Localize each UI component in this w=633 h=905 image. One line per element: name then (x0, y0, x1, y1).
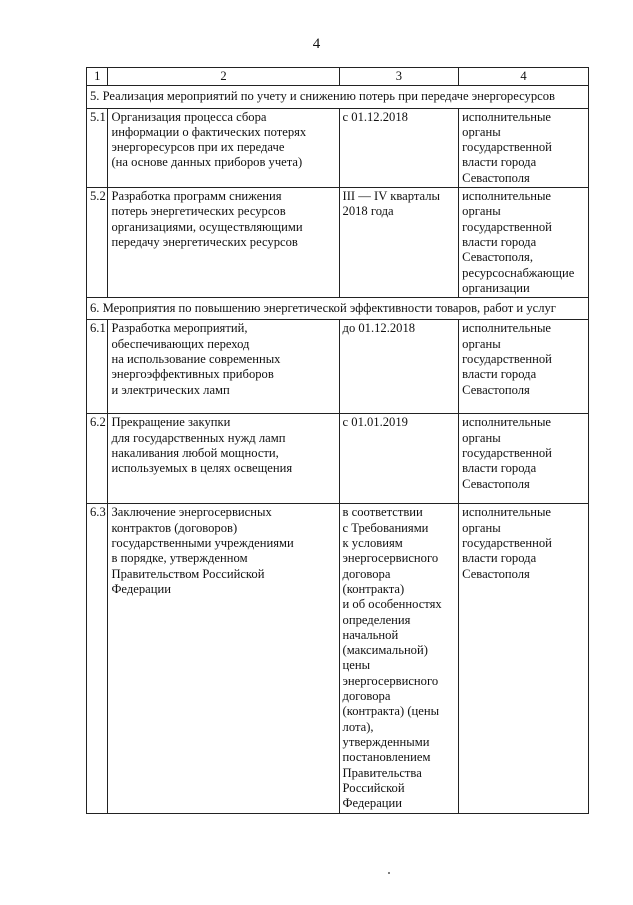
responsible-cell-line: органы (462, 520, 501, 535)
section-title-row (87, 298, 589, 320)
deadline-cell-line: лота), (342, 719, 374, 734)
deadline-cell-line: договора (342, 689, 391, 704)
responsible-cell-line: Севастополя (462, 170, 530, 185)
activity-cell (108, 188, 339, 298)
deadline-cell-line: договора (342, 566, 391, 581)
header-cell-1: 1 (87, 68, 108, 86)
deadline-cell-line: и об особенностях (342, 597, 442, 612)
responsible-cell-line: власти города (462, 367, 537, 382)
responsible-cell (459, 504, 589, 814)
deadline-cell-line: с 01.12.2018 (342, 109, 408, 124)
responsible-cell-line: исполнительные (462, 109, 552, 124)
deadline-cell (339, 414, 459, 504)
section-title: 6. Мероприятия по повышению энергетической эффективности товаров, работ и услуг (87, 298, 589, 320)
deadline-cell-line: энергосервисного (342, 673, 439, 688)
deadline-cell-line: (контракта) (342, 581, 405, 596)
activity-cell (108, 320, 339, 414)
responsible-cell-line: государственной (462, 446, 552, 461)
responsible-cell-line: Севастополя (462, 566, 530, 581)
table-header-row (87, 68, 589, 86)
deadline-cell-line: Российской (342, 780, 405, 795)
deadline-cell (339, 504, 459, 814)
responsible-cell-line: государственной (462, 352, 552, 367)
activity-cell-line: государственными учреждениями (111, 536, 294, 551)
header-cell-2: 2 (108, 68, 339, 86)
activity-cell-line: Федерации (111, 581, 171, 596)
responsible-cell-line: организации (462, 280, 530, 295)
responsible-cell-line: исполнительные (462, 415, 552, 430)
responsible-cell-line: власти города (462, 551, 537, 566)
section-title: 5. Реализация мероприятий по учету и снижению потерь при передаче энергоресурсов (87, 86, 589, 108)
activity-cell-line: накаливания любой мощности, (111, 446, 279, 461)
table-row (87, 320, 589, 414)
responsible-cell-line: власти города (462, 234, 537, 249)
row-number: 5.1 (87, 108, 108, 187)
deadline-cell-line: III — IV кварталы (342, 189, 440, 204)
deadline-cell (339, 108, 459, 187)
responsible-cell-line: Севастополя (462, 382, 530, 397)
responsible-cell-line: исполнительные (462, 505, 552, 520)
deadline-cell-line: постановлением (342, 750, 431, 765)
responsible-cell-line: исполнительные (462, 189, 552, 204)
responsible-cell-line: Севастополя (462, 476, 530, 491)
page-number: 4 (312, 36, 321, 52)
responsible-cell (459, 414, 589, 504)
activity-cell-line: Правительством Российской (111, 566, 265, 581)
deadline-cell-line: в соответствии (342, 505, 423, 520)
deadline-cell-line: 2018 года (342, 204, 394, 219)
deadline-cell-line: Федерации (342, 796, 403, 811)
activity-cell-line: энергоресурсов при их передаче (111, 140, 285, 155)
activity-cell-line: Организация процесса сбора (111, 109, 267, 124)
activity-cell-line: для государственных нужд ламп (111, 430, 286, 445)
table-row (87, 504, 589, 814)
scan-speck (388, 872, 390, 874)
row-number: 6.3 (87, 504, 108, 814)
activity-cell (108, 108, 339, 187)
header-cell-4: 4 (459, 68, 589, 86)
deadline-cell (339, 320, 459, 414)
table-row (87, 108, 589, 187)
responsible-cell (459, 108, 589, 187)
table-row (87, 188, 589, 298)
responsible-cell (459, 188, 589, 298)
activity-cell-line: в порядке, утвержденном (111, 551, 248, 566)
deadline-cell-line: начальной (342, 627, 399, 642)
activity-cell-line: и электрических ламп (111, 382, 230, 397)
deadline-cell-line: утвержденными (342, 734, 430, 749)
activity-cell-line: на использование современных (111, 352, 281, 367)
activity-cell-line: потерь энергетических ресурсов (111, 204, 286, 219)
deadline-cell-line: (контракта) (цены (342, 704, 440, 719)
responsible-cell-line: власти города (462, 155, 537, 170)
responsible-cell-line: государственной (462, 140, 552, 155)
deadline-cell-line: Правительства (342, 765, 422, 780)
activity-cell (108, 414, 339, 504)
row-number: 5.2 (87, 188, 108, 298)
responsible-cell-line: органы (462, 430, 501, 445)
responsible-cell-line: государственной (462, 219, 552, 234)
activity-cell-line: (на основе данных приборов учета) (111, 155, 303, 170)
row-number: 6.2 (87, 414, 108, 504)
deadline-cell-line: (максимальной) (342, 643, 428, 658)
responsible-cell-line: органы (462, 204, 501, 219)
section-title-row (87, 86, 589, 108)
responsible-cell-line: власти города (462, 461, 537, 476)
deadline-cell-line: с 01.01.2019 (342, 415, 408, 430)
responsible-cell (459, 320, 589, 414)
activity-cell-line: Заключение энергосервисных (111, 505, 272, 520)
table-row (87, 414, 589, 504)
row-number: 6.1 (87, 320, 108, 414)
activity-cell-line: Разработка программ снижения (111, 189, 282, 204)
activity-cell-line: обеспечивающих переход (111, 336, 250, 351)
activity-cell-line: контрактов (договоров) (111, 520, 238, 535)
responsible-cell-line: органы (462, 124, 501, 139)
deadline-cell-line: к условиям (342, 536, 403, 551)
activity-cell-line: Разработка мероприятий, (111, 321, 248, 336)
responsible-cell-line: государственной (462, 536, 552, 551)
activity-cell-line: Прекращение закупки (111, 415, 231, 430)
activity-cell (108, 504, 339, 814)
activity-cell-line: информации о фактических потерях (111, 124, 307, 139)
responsible-cell-line: исполнительные (462, 321, 552, 336)
measures-table (86, 67, 589, 814)
deadline-cell-line: определения (342, 612, 411, 627)
activity-cell-line: передачу энергетических ресурсов (111, 234, 298, 249)
activity-cell-line: организациями, осуществляющими (111, 219, 303, 234)
responsible-cell-line: органы (462, 336, 501, 351)
responsible-cell-line: ресурсоснабжающие (462, 265, 575, 280)
responsible-cell-line: Севастополя, (462, 250, 533, 265)
header-cell-3: 3 (339, 68, 459, 86)
deadline-cell (339, 188, 459, 298)
activity-cell-line: используемых в целях освещения (111, 461, 293, 476)
deadline-cell-line: с Требованиями (342, 520, 429, 535)
activity-cell-line: энергоэффективных приборов (111, 367, 274, 382)
deadline-cell-line: до 01.12.2018 (342, 321, 416, 336)
deadline-cell-line: энергосервисного (342, 551, 439, 566)
deadline-cell-line: цены (342, 658, 371, 673)
